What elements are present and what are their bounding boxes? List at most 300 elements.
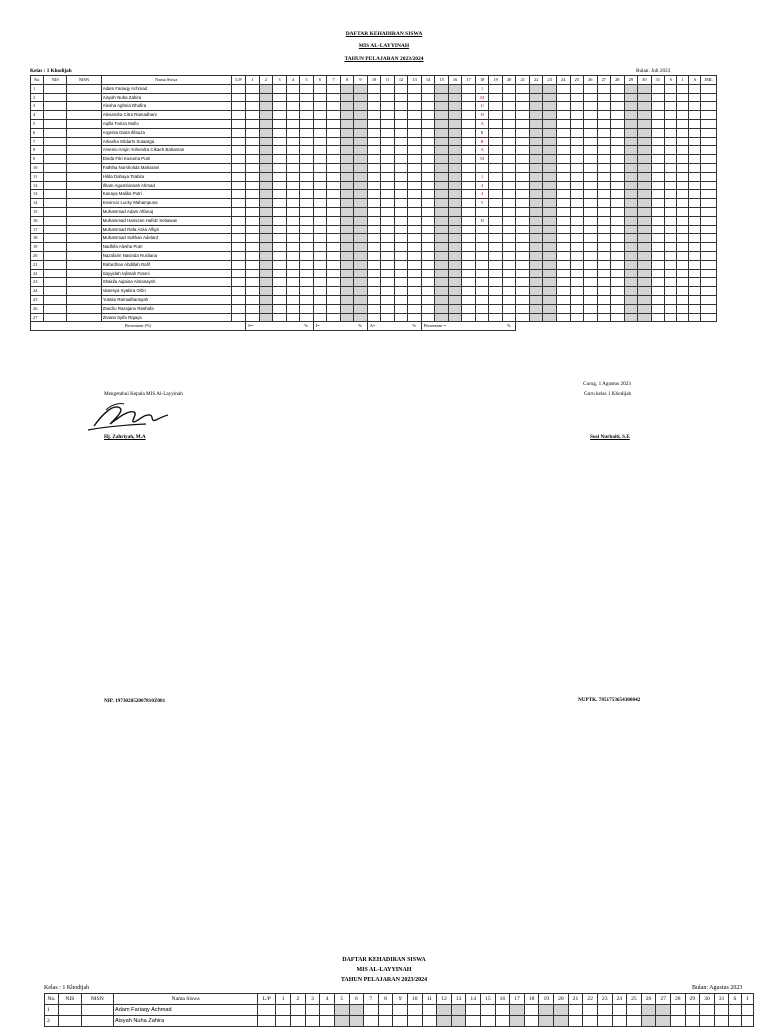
attendance-cell (475, 260, 489, 269)
attendance-cell (408, 172, 422, 181)
header-day: 18 (524, 994, 539, 1005)
summary-a (689, 278, 701, 287)
attendance-cell (597, 111, 611, 120)
attendance-cell (611, 190, 625, 199)
table-row (31, 146, 717, 155)
attendance-cell (583, 1016, 598, 1027)
percentage-row (31, 322, 717, 331)
table-row (31, 216, 717, 225)
summary-jml (701, 287, 717, 296)
attendance-cell (291, 1016, 306, 1027)
header-day: 2 (259, 76, 273, 85)
header-day: 24 (612, 994, 627, 1005)
summary-a (689, 119, 701, 128)
sign-left-title: Mengetahui Kepala MIS Al-Layyinah (104, 391, 183, 397)
attendance-cell (259, 269, 273, 278)
attendance-cell (340, 84, 354, 93)
table-row (31, 207, 717, 216)
attendance-cell (543, 137, 557, 146)
attendance-cell (611, 304, 625, 313)
attendance-cell (340, 190, 354, 199)
holiday-label: M (475, 155, 489, 164)
summary-s (665, 251, 677, 260)
row-nis (59, 1005, 81, 1016)
attendance-cell (394, 216, 408, 225)
attendance-cell (273, 295, 287, 304)
row-nis (44, 207, 67, 216)
header-day: 25 (627, 994, 642, 1005)
attendance-cell (340, 243, 354, 252)
attendance-cell (313, 313, 327, 322)
attendance-cell (516, 199, 530, 208)
student-name: Alesha Aghnia Dhafira (101, 102, 231, 111)
attendance-cell (246, 207, 260, 216)
attendance-cell (638, 119, 652, 128)
attendance-cell (273, 225, 287, 234)
attendance-cell (273, 128, 287, 137)
attendance-cell (597, 269, 611, 278)
summary-s (665, 128, 677, 137)
summary-i (677, 295, 689, 304)
student-name: Muhammad Rafa Azka Alfigri (101, 225, 231, 234)
attendance-cell (624, 313, 638, 322)
attendance-cell (313, 251, 327, 260)
attendance-cell (489, 287, 503, 296)
attendance-cell (246, 84, 260, 93)
attendance-cell (556, 146, 570, 155)
attendance-cell (543, 251, 557, 260)
row-nisn (67, 190, 101, 199)
attendance-cell (276, 1005, 291, 1016)
row-lp (231, 181, 245, 190)
row-lp (231, 216, 245, 225)
table-row (31, 234, 717, 243)
attendance-cell (259, 102, 273, 111)
row-nisn (67, 287, 101, 296)
attendance-cell (597, 190, 611, 199)
row-number: 6 (31, 128, 44, 137)
attendance-cell (367, 269, 381, 278)
attendance-cell (556, 207, 570, 216)
attendance-cell (394, 93, 408, 102)
attendance-cell (340, 119, 354, 128)
summary-i (677, 137, 689, 146)
summary-a (689, 287, 701, 296)
table-row (45, 1005, 754, 1016)
attendance-cell (340, 304, 354, 313)
row-number: 20 (31, 251, 44, 260)
attendance-cell (597, 234, 611, 243)
attendance-cell (273, 111, 287, 120)
header-day: 28 (611, 76, 625, 85)
attendance-cell (584, 128, 598, 137)
table-row (31, 111, 717, 120)
attendance-cell (259, 137, 273, 146)
attendance-cell (259, 84, 273, 93)
attendance-cell (502, 163, 516, 172)
attendance-cell (529, 313, 543, 322)
attendance-cell (556, 225, 570, 234)
row-lp (231, 225, 245, 234)
attendance-cell (556, 278, 570, 287)
row-nisn (81, 1005, 113, 1016)
attendance-cell (651, 251, 665, 260)
attendance-cell (597, 243, 611, 252)
attendance-cell (554, 1016, 569, 1027)
summary-i (677, 251, 689, 260)
attendance-cell (313, 84, 327, 93)
percentage-blank (701, 322, 717, 331)
attendance-cell (421, 199, 435, 208)
header-day: 27 (656, 994, 671, 1005)
attendance-cell (354, 278, 368, 287)
summary-a (689, 111, 701, 120)
attendance-cell (381, 181, 395, 190)
table-row (31, 287, 717, 296)
attendance-cell (354, 199, 368, 208)
attendance-cell (421, 260, 435, 269)
attendance-cell (612, 1016, 627, 1027)
attendance-cell (354, 93, 368, 102)
attendance-cell (354, 172, 368, 181)
attendance-cell (320, 1005, 335, 1016)
attendance-cell (651, 128, 665, 137)
attendance-cell (313, 146, 327, 155)
student-name: Yutaka Ramadhansyah (101, 295, 231, 304)
attendance-cell (313, 243, 327, 252)
attendance-cell (502, 313, 516, 322)
summary-a (689, 313, 701, 322)
attendance-cell (556, 199, 570, 208)
row-nisn (67, 225, 101, 234)
attendance-cell (367, 216, 381, 225)
attendance-cell (611, 163, 625, 172)
attendance-cell (489, 313, 503, 322)
attendance-cell (584, 278, 598, 287)
summary-i (677, 287, 689, 296)
row-nis (44, 128, 67, 137)
attendance-cell (510, 1005, 525, 1016)
attendance-cell (246, 146, 260, 155)
attendance-cell (435, 137, 449, 146)
attendance-cell (584, 190, 598, 199)
table-row (31, 251, 717, 260)
summary-jml (701, 163, 717, 172)
attendance-cell (327, 225, 341, 234)
attendance-cell (340, 251, 354, 260)
attendance-cell (327, 119, 341, 128)
attendance-cell (381, 278, 395, 287)
table-row (31, 199, 717, 208)
attendance-cell (516, 172, 530, 181)
attendance-cell (556, 304, 570, 313)
attendance-cell (556, 137, 570, 146)
attendance-cell (421, 128, 435, 137)
row-nis (44, 295, 67, 304)
header-day: 6 (313, 76, 327, 85)
header-day: 12 (394, 76, 408, 85)
attendance-cell (259, 243, 273, 252)
attendance-cell (381, 216, 395, 225)
attendance-cell (624, 172, 638, 181)
summary-a (689, 84, 701, 93)
attendance-cell (354, 260, 368, 269)
attendance-cell (286, 207, 300, 216)
attendance-cell (462, 172, 476, 181)
attendance-cell (448, 190, 462, 199)
attendance-cell (435, 207, 449, 216)
attendance-cell (516, 163, 530, 172)
attendance-cell (286, 146, 300, 155)
attendance-cell (543, 225, 557, 234)
attendance-cell (481, 1016, 496, 1027)
attendance-cell (611, 295, 625, 304)
attendance-cell (462, 207, 476, 216)
attendance-cell (651, 146, 665, 155)
summary-i (677, 181, 689, 190)
attendance-cell (259, 287, 273, 296)
row-lp (231, 269, 245, 278)
attendance-cell (462, 199, 476, 208)
attendance-cell (327, 93, 341, 102)
row-number: 18 (31, 234, 44, 243)
page1-attendance-table (30, 75, 717, 331)
header-day: 7 (327, 76, 341, 85)
attendance-cell (421, 119, 435, 128)
header-day: 29 (685, 994, 700, 1005)
attendance-cell (394, 137, 408, 146)
header-i: I (677, 76, 689, 85)
attendance-cell (584, 234, 598, 243)
attendance-cell (651, 243, 665, 252)
attendance-cell (421, 190, 435, 199)
attendance-cell (624, 269, 638, 278)
holiday-label: 1 (475, 84, 489, 93)
attendance-cell (448, 137, 462, 146)
attendance-cell (502, 199, 516, 208)
attendance-cell (611, 172, 625, 181)
attendance-cell (340, 146, 354, 155)
attendance-cell (502, 190, 516, 199)
attendance-cell (340, 199, 354, 208)
attendance-cell (611, 111, 625, 120)
attendance-cell (584, 102, 598, 111)
attendance-cell (502, 146, 516, 155)
summary-jml (701, 181, 717, 190)
attendance-cell (489, 172, 503, 181)
attendance-cell (327, 251, 341, 260)
header-day: 15 (435, 76, 449, 85)
attendance-cell (381, 304, 395, 313)
attendance-cell (435, 199, 449, 208)
attendance-cell (462, 251, 476, 260)
row-lp (231, 119, 245, 128)
row-lp (231, 243, 245, 252)
attendance-cell (246, 295, 260, 304)
summary-s (665, 278, 677, 287)
attendance-cell (611, 234, 625, 243)
row-nis (44, 102, 67, 111)
attendance-cell (448, 93, 462, 102)
attendance-cell (624, 304, 638, 313)
attendance-cell (584, 146, 598, 155)
attendance-cell (529, 163, 543, 172)
attendance-cell (313, 304, 327, 313)
attendance-cell (393, 1005, 408, 1016)
attendance-cell (462, 84, 476, 93)
holiday-label: 4 (475, 190, 489, 199)
summary-i (677, 172, 689, 181)
attendance-cell (448, 234, 462, 243)
table-row (31, 137, 717, 146)
attendance-cell (638, 84, 652, 93)
attendance-cell (448, 260, 462, 269)
header-nama: Nama Siswa (101, 76, 231, 85)
row-number: 26 (31, 304, 44, 313)
attendance-cell (394, 225, 408, 234)
row-lp (231, 287, 245, 296)
header-day: 21 (516, 76, 530, 85)
attendance-cell (489, 269, 503, 278)
row-nis (44, 119, 67, 128)
attendance-cell (354, 216, 368, 225)
attendance-cell (367, 234, 381, 243)
attendance-cell (651, 119, 665, 128)
attendance-cell (584, 155, 598, 164)
attendance-cell (597, 278, 611, 287)
attendance-cell (624, 128, 638, 137)
attendance-cell (259, 251, 273, 260)
attendance-cell (714, 1005, 729, 1016)
header-day: 1 (246, 76, 260, 85)
attendance-cell (408, 216, 422, 225)
page2-year: TAHUN PELAJARAN 2023/2024 (340, 977, 428, 983)
attendance-cell (570, 295, 584, 304)
attendance-cell (381, 137, 395, 146)
row-lp (231, 190, 245, 199)
percentage-blank (689, 322, 701, 331)
header-day: 24 (556, 76, 570, 85)
attendance-cell (334, 1016, 349, 1027)
attendance-cell (489, 93, 503, 102)
attendance-cell (448, 155, 462, 164)
header-nis: NIS (44, 76, 67, 85)
student-name: Dinda Fitri Kusuma Putri (101, 155, 231, 164)
student-name: Alexandra Citra Ramadhani (101, 111, 231, 120)
attendance-cell (597, 295, 611, 304)
attendance-cell (597, 260, 611, 269)
attendance-cell (641, 1016, 656, 1027)
attendance-cell (435, 119, 449, 128)
attendance-cell (597, 207, 611, 216)
holiday-label: U (475, 102, 489, 111)
attendance-cell (543, 269, 557, 278)
attendance-cell (408, 111, 422, 120)
attendance-cell (313, 128, 327, 137)
header-day: 27 (597, 76, 611, 85)
attendance-cell (327, 102, 341, 111)
attendance-cell (408, 119, 422, 128)
attendance-cell (313, 287, 327, 296)
summary-i (677, 225, 689, 234)
attendance-cell (286, 102, 300, 111)
attendance-cell (313, 225, 327, 234)
attendance-cell (340, 155, 354, 164)
row-number: 13 (31, 190, 44, 199)
attendance-cell (502, 278, 516, 287)
summary-jml (701, 102, 717, 111)
attendance-cell (273, 313, 287, 322)
table-row (31, 155, 717, 164)
row-lp (231, 93, 245, 102)
page1-kelas: Kelas : 1 Khodijah (30, 68, 72, 74)
attendance-cell (700, 1005, 715, 1016)
attendance-cell (354, 190, 368, 199)
attendance-cell (286, 172, 300, 181)
summary-a (689, 207, 701, 216)
row-lp (231, 234, 245, 243)
attendance-cell (286, 278, 300, 287)
summary-s (665, 207, 677, 216)
attendance-cell (638, 102, 652, 111)
attendance-cell (246, 313, 260, 322)
summary-jml (701, 234, 717, 243)
table-row (31, 278, 717, 287)
attendance-cell (584, 216, 598, 225)
header-day: 11 (381, 76, 395, 85)
attendance-cell (543, 190, 557, 199)
header-s: S (665, 76, 677, 85)
attendance-cell (291, 1005, 306, 1016)
attendance-cell (651, 102, 665, 111)
attendance-cell (354, 111, 368, 120)
attendance-cell (570, 155, 584, 164)
row-nis (44, 304, 67, 313)
summary-a (689, 304, 701, 313)
attendance-cell (556, 84, 570, 93)
student-name: Adam Fariaqy Achmad (101, 84, 231, 93)
attendance-cell (543, 172, 557, 181)
attendance-cell (624, 287, 638, 296)
attendance-cell (448, 225, 462, 234)
attendance-cell (570, 146, 584, 155)
summary-a (689, 225, 701, 234)
attendance-cell (462, 225, 476, 234)
student-name: Argenta Diara Ilifauza (101, 128, 231, 137)
attendance-cell (340, 137, 354, 146)
attendance-cell (246, 111, 260, 120)
attendance-cell (381, 84, 395, 93)
attendance-cell (584, 207, 598, 216)
attendance-cell (340, 102, 354, 111)
attendance-cell (516, 111, 530, 120)
summary-jml (701, 295, 717, 304)
attendance-cell (624, 199, 638, 208)
attendance-cell (300, 93, 314, 102)
attendance-cell (638, 199, 652, 208)
attendance-cell (448, 287, 462, 296)
attendance-cell (462, 155, 476, 164)
attendance-cell (421, 313, 435, 322)
attendance-cell (624, 163, 638, 172)
attendance-cell (502, 216, 516, 225)
row-nisn (67, 243, 101, 252)
attendance-cell (408, 269, 422, 278)
attendance-cell (529, 102, 543, 111)
attendance-cell (305, 1005, 320, 1016)
percentage-blank (665, 322, 677, 331)
attendance-cell (421, 216, 435, 225)
